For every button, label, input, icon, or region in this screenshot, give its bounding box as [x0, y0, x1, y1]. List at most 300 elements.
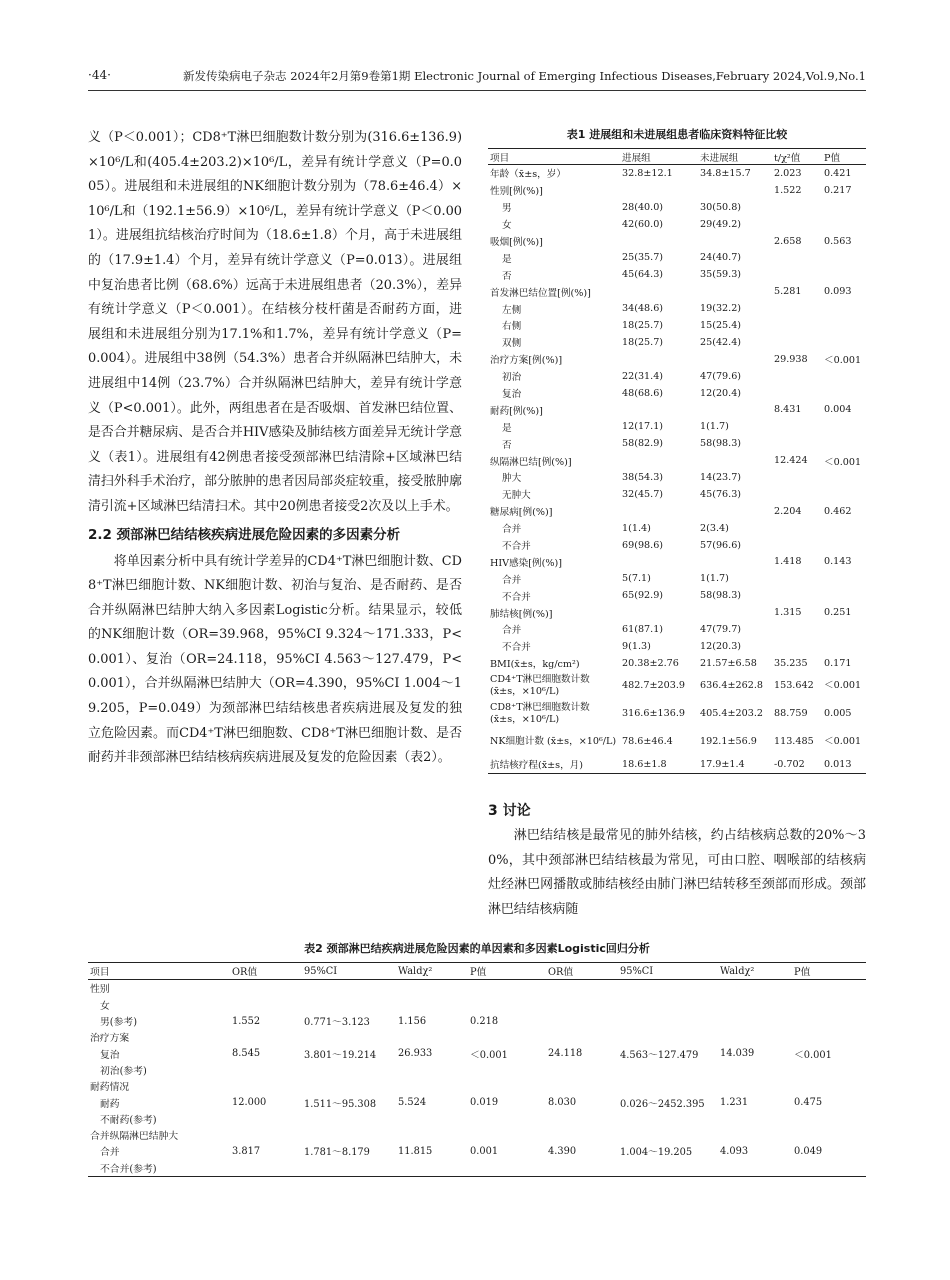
table1-cell-g2	[698, 233, 772, 250]
table1-cell-stat: 1.522	[774, 184, 802, 196]
table2-cell	[546, 1078, 618, 1094]
table2-cell	[618, 1111, 718, 1127]
table2-cell	[396, 1160, 468, 1177]
table2-cell	[468, 1111, 546, 1127]
table1-row	[488, 672, 866, 700]
table1-cell-p	[822, 300, 866, 317]
table1-cell-g1	[620, 503, 698, 520]
table2-cell	[468, 997, 546, 1013]
table2-cell	[792, 980, 866, 997]
table1-cell-g1: 1(1.4)	[622, 522, 651, 534]
table2-cell: 12.000	[232, 1097, 267, 1109]
table1-cell-stat: 35.235	[774, 657, 808, 669]
table1-cell-p	[822, 486, 866, 503]
table1-cell-stat	[772, 469, 822, 486]
table1-cell-stat: 88.759	[774, 707, 808, 719]
table2-cell	[718, 1013, 792, 1029]
table1-cell-g1: 12(17.1)	[622, 421, 664, 433]
table1-cell-g2: 35(59.3)	[700, 269, 742, 281]
table1-cell-g1: 18.6±1.8	[620, 756, 698, 773]
table2-header-cell: Waldχ²	[396, 963, 468, 980]
table1-cell-stat: 2.204	[774, 505, 802, 517]
table1-row	[488, 469, 866, 486]
table1-row	[488, 452, 866, 469]
table1-cell-label: 否	[502, 270, 512, 282]
table2-cell: 0.026～2452.395	[620, 1098, 705, 1110]
table2-cell	[230, 1127, 302, 1143]
table1-cell-stat	[772, 570, 822, 587]
table1-cell-p: 0.563	[824, 235, 852, 247]
table1-cell-g2: 19(32.2)	[700, 303, 742, 315]
table1-cell-g1: 69(98.6)	[622, 539, 664, 551]
table2-cell	[468, 1062, 546, 1078]
table2	[88, 962, 866, 1177]
table1-row	[488, 385, 866, 402]
table2-cell	[230, 997, 302, 1013]
table1-cell-g1	[620, 351, 698, 368]
table1-cell-label: 双侧	[502, 338, 522, 350]
table1-cell-stat: -0.702	[772, 756, 822, 773]
table1-cell-g2: 58(98.3)	[700, 438, 742, 450]
table1-cell-stat: 12.424	[774, 455, 808, 467]
table1-cell-g1: 18(25.7)	[622, 336, 664, 348]
table1-cell-g2: 45(76.3)	[700, 488, 742, 500]
table1-row	[488, 486, 866, 503]
table2-cell	[230, 1160, 302, 1177]
table1-cell-stat: 1.315	[774, 607, 802, 619]
table2-cell: ＜0.001	[794, 1049, 832, 1061]
table2-cell	[546, 1029, 618, 1045]
table1-cell-label: 耐药[例(%)]	[490, 405, 543, 417]
table2-cell: 8.030	[548, 1097, 577, 1109]
table2-cell	[302, 1160, 396, 1177]
table1-cell-g2: 24(40.7)	[700, 252, 742, 264]
table2-cell	[546, 1013, 618, 1029]
table1-row	[488, 351, 866, 368]
table2-cell	[792, 1111, 866, 1127]
table1-cell-stat	[772, 486, 822, 503]
table1-cell-g1	[620, 283, 698, 300]
table2-cell	[546, 997, 618, 1013]
table1-cell-label: 抗结核疗程(x̄±s，月)	[488, 756, 620, 773]
table1-cell-p: 0.005	[824, 707, 852, 719]
table1-header-row	[488, 149, 866, 165]
table1-cell-stat	[772, 418, 822, 435]
table1-cell-g1: 482.7±203.9	[622, 679, 685, 691]
table1-cell-label: 不合并	[502, 591, 531, 603]
table1-row	[488, 418, 866, 435]
table1-cell-g1	[620, 604, 698, 621]
table1-cell-p	[822, 385, 866, 402]
table2-cell: ＜0.001	[470, 1049, 508, 1061]
table1-row	[488, 165, 866, 182]
table2-row	[88, 1062, 866, 1078]
table2-cell: 4.390	[548, 1145, 577, 1157]
table2-cell	[792, 1127, 866, 1143]
multivariate-paragraph: 将单因素分析中具有统计学差异的CD4⁺T淋巴细胞计数、CD8⁺T淋巴细胞计数、NK细胞计数、初治与复治、是否耐药、是否合并纵隔淋巴结肿大纳入多因素Logistic分析。结果显示，较低的NK细胞计数（OR=39.968，95%CI 9.324～171.333，P<0.001）、复治（OR=24.118，95%CI 4.563～127.479，P<0.001），合并纵隔淋巴结肿大（OR=4.390，95%CI 1.004～19.205，P=0.049）为颈部淋巴结结核患者疾病进展及复发的独立危险因素。而CD4⁺T淋巴细胞数、CD8⁺T淋巴细胞计数、是否耐药并非颈部淋巴结结核病疾病进展及复发的危险因素（表2）。	[88, 553, 462, 766]
table1-cell-g1: 34(48.6)	[622, 303, 664, 315]
table1-row	[488, 283, 866, 300]
table1-cell-label: BMI(x̄±s，kg/cm²)	[490, 659, 580, 671]
table1-cell-label: 糖尿病[例(%)]	[490, 507, 553, 519]
table1-cell-g1: 28(40.0)	[622, 201, 664, 213]
table1-row	[488, 249, 866, 266]
table1-cell-p: ＜0.001	[824, 456, 862, 468]
journal-title: 新发传染病电子杂志 2024年2月第9卷第1期 Electronic Journal of Emerging Infectious Diseases,February 2024,Vol.9,No.1	[183, 69, 866, 83]
table1-cell-p: ＜0.001	[824, 735, 862, 747]
table1-cell-p	[822, 249, 866, 266]
table2-cell	[302, 1127, 396, 1143]
table1-header-cell: 进展组	[620, 149, 698, 165]
table1-header-cell: P值	[822, 149, 866, 165]
table2-cell: 0.218	[470, 1015, 499, 1027]
table2-cell: 1.231	[720, 1097, 749, 1109]
table2-cell	[618, 980, 718, 997]
table2-header-cell: 95%CI	[302, 963, 396, 980]
table1-row	[488, 317, 866, 334]
table2-cell	[792, 1160, 866, 1177]
table2-cell: 3.801～19.214	[304, 1049, 377, 1061]
table2-row	[88, 1013, 866, 1029]
table2-header-cell: P值	[468, 963, 546, 980]
table2-cell	[618, 1127, 718, 1143]
table1-cell-g1	[620, 233, 698, 250]
table1-cell-g2: 636.4±262.8	[700, 679, 763, 691]
table1-cell-p	[822, 418, 866, 435]
table2-cell: 4.563～127.479	[620, 1049, 699, 1061]
table1-cell-g2: 57(96.6)	[700, 539, 742, 551]
table1-cell-stat: 2.023	[774, 167, 802, 179]
table1-row	[488, 728, 866, 756]
table1-cell-g2: 47(79.7)	[700, 623, 742, 635]
table2-cell: 1.552	[232, 1015, 261, 1027]
table2-cell-label: 女	[100, 1000, 110, 1012]
table1-cell-p	[822, 317, 866, 334]
table1-row	[488, 621, 866, 638]
table2-cell-label: 耐药	[100, 1098, 120, 1110]
table1-cell-g1	[620, 182, 698, 199]
table1-cell-g1	[620, 452, 698, 469]
table2-cell: 0.475	[794, 1097, 823, 1109]
table1-cell-p	[822, 638, 866, 655]
table1-cell-g2	[698, 351, 772, 368]
table1-cell-p: 0.421	[824, 167, 852, 179]
table2-header-cell: 项目	[88, 963, 230, 980]
table1-row	[488, 587, 866, 604]
table2-cell	[396, 1127, 468, 1143]
table1-cell-g2: 12(20.3)	[700, 640, 742, 652]
table2-cell-label: 治疗方案	[90, 1033, 130, 1045]
table2-cell	[618, 997, 718, 1013]
table2-cell-label: 不合并(参考)	[88, 1160, 230, 1177]
table1-cell-g2: 34.8±15.7	[700, 167, 751, 179]
table1-cell-stat	[772, 300, 822, 317]
table1-cell-stat: 1.418	[774, 556, 802, 568]
table1-cell-p: 0.217	[824, 184, 852, 196]
table2-cell: 0.771～3.123	[304, 1017, 370, 1029]
table1-cell-stat	[772, 385, 822, 402]
table1-row	[488, 435, 866, 452]
table1-row	[488, 537, 866, 554]
table1-cell-label: 肿大	[502, 473, 522, 485]
table1-cell-label: CD4⁺T淋巴细胞数计数 (x̄±s，×10⁶/L)	[490, 673, 590, 697]
table2-cell	[468, 1127, 546, 1143]
table1-cell-label: 吸烟[例(%)]	[490, 237, 543, 248]
table2-row	[88, 1143, 866, 1159]
table1-cell-label: 女	[502, 220, 512, 232]
table1-cell-g1: 61(87.1)	[622, 623, 664, 635]
table1-cell-g2	[698, 452, 772, 469]
table2-cell-label: 合并纵隔淋巴结肿大	[90, 1131, 179, 1143]
table1-cell-p	[822, 334, 866, 351]
table1-cell-stat	[772, 537, 822, 554]
table1-cell-p	[822, 587, 866, 604]
table1-cell-label: 合并	[502, 625, 522, 637]
table1-cell-p	[822, 435, 866, 452]
table2-cell: 8.545	[232, 1048, 261, 1060]
table1-cell-g2: 47(79.6)	[700, 370, 742, 382]
table2-cell-label: 复治	[100, 1049, 120, 1061]
table1-cell-g1: 20.38±2.76	[622, 657, 679, 669]
table1-cell-p	[822, 266, 866, 283]
table1-cell-p	[822, 520, 866, 537]
table2-cell	[302, 1111, 396, 1127]
table1-cell-p	[822, 469, 866, 486]
table1-row	[488, 756, 866, 773]
table1-cell-g1: 5(7.1)	[622, 573, 651, 585]
table1-cell-label: CD8⁺T淋巴细胞数计数 (x̄±s，×10⁶/L)	[490, 701, 590, 725]
results-paragraph: 义（P＜0.001）；CD8⁺T淋巴细胞数计数分别为(316.6±136.9)×10⁶/L和(405.4±203.2)×10⁶/L，差异有统计学意义（P=0.005）。进展组和未进展组的NK细胞计数分别为（78.6±46.4）×10⁶/L和（192.1±56.9）×10⁶/L，差异有统计学意义（P＜0.001）。进展组抗结核治疗时间为（18.6±1.8）个月，高于未进展组的（17.9±1.4）个月，差异有统计学意义（P=0.013）。进展组中复治患者比例（68.6%）远高于未进展组患者（20.3%），差异有统计学意义（P＜0.001）。在结核分枝杆菌是否耐药方面，进展组和未进展组分别为17.1%和1.7%，差异有统计学意义（P=0.004）。进展组中38例（54.3%）患者合并纵隔淋巴结肿大，未进展组中14例（23.7%）合并纵隔淋巴结肿大，差异有统计学意义（P<0.001）。此外，两组患者在是否吸烟、首发淋巴结位置、是否合并糖尿病、是否合并HIV感染及肺结核方面差异无统计学意义（表1）。进展组有42例患者接受颈部淋巴结清除+区域淋巴结清扫外科手术治疗，部分脓肿的患者因局部炎症较重，接受脓肿廓清引流+区域淋巴结清扫术。其中20例患者接受2次及以上手术。	[88, 130, 462, 514]
page-number: ·44·	[88, 68, 111, 82]
table1-cell-stat: 8.431	[774, 404, 802, 416]
table2-cell	[396, 980, 468, 997]
table1-cell-stat	[772, 368, 822, 385]
table1-row	[488, 334, 866, 351]
table2-cell	[718, 980, 792, 997]
table2-cell	[546, 980, 618, 997]
table1-cell-stat: 5.281	[774, 286, 802, 298]
table2-row	[88, 1094, 866, 1110]
table2-cell	[618, 1062, 718, 1078]
table1-cell-g2: 405.4±203.2	[700, 707, 763, 719]
table1-row	[488, 266, 866, 283]
table1-cell-g2: 21.57±6.58	[700, 657, 757, 669]
discussion-section	[488, 800, 866, 922]
table1-cell-label: 治疗方案[例(%)]	[490, 355, 563, 367]
table1-cell-g2: 1(1.7)	[700, 573, 729, 585]
table1-cell-g1: 58(82.9)	[622, 438, 664, 450]
table1-cell-g1: 65(92.9)	[622, 590, 664, 602]
table1-cell-p: ＜0.001	[824, 355, 862, 367]
table1-cell-p	[822, 216, 866, 233]
table1-cell-label: 初治	[502, 372, 522, 384]
table1-cell-p	[822, 537, 866, 554]
table1-caption: 表1 进展组和未进展组患者临床资料特征比较	[566, 128, 788, 141]
table1-row	[488, 700, 866, 728]
table1-cell-label: 是	[502, 422, 512, 434]
table2-cell	[718, 1029, 792, 1045]
table1-cell-p: 0.143	[824, 556, 852, 568]
table1-cell-g2: 192.1±56.9	[700, 735, 757, 747]
table1-cell-g2: 17.9±1.4	[698, 756, 772, 773]
table2-cell	[792, 1078, 866, 1094]
table1-row	[488, 216, 866, 233]
table2-cell	[546, 1127, 618, 1143]
table1-row	[488, 604, 866, 621]
table2-header-cell: Waldχ²	[718, 963, 792, 980]
table1-cell-stat: 29.938	[774, 353, 808, 365]
table2-cell: 1.781～8.179	[304, 1147, 370, 1159]
table1-cell-g2: 15(25.4)	[700, 319, 742, 331]
table1-row	[488, 553, 866, 570]
table2-cell	[302, 1029, 396, 1045]
table1	[488, 148, 866, 774]
table1-cell-label: 男	[502, 203, 512, 215]
table2-row	[88, 1045, 866, 1061]
table1-cell-label: 肺结核[例(%)]	[490, 608, 553, 620]
table2-cell	[618, 1078, 718, 1094]
table1-cell-g2: 29(49.2)	[700, 218, 742, 230]
table1-cell-stat: 153.642	[774, 679, 814, 691]
table2-cell	[230, 1111, 302, 1127]
table2-cell	[230, 980, 302, 997]
table1-cell-p: 0.251	[824, 607, 852, 619]
table1-cell-g1: 18(25.7)	[622, 319, 664, 331]
table1-cell-stat: 2.658	[774, 235, 802, 247]
table2-cell-label: 男(参考)	[100, 1017, 138, 1029]
table1-cell-g1: 42(60.0)	[622, 218, 664, 230]
table1-cell-g1: 316.6±136.9	[622, 707, 685, 719]
table1-row	[488, 570, 866, 587]
table2-cell	[302, 1078, 396, 1094]
table1-row	[488, 638, 866, 655]
table2-cell	[618, 1029, 718, 1045]
table2-cell	[468, 1160, 546, 1177]
table2-cell: 0.049	[794, 1145, 823, 1157]
table2-cell	[792, 1062, 866, 1078]
table1-row	[488, 199, 866, 216]
table2-header-cell: OR值	[230, 963, 302, 980]
discussion-paragraph: 淋巴结结核是最常见的肺外结核，约占结核病总数的20%～30%，其中颈部淋巴结结核最为常见，可由口腔、咽喉部的结核病灶经淋巴网播散或肺结核经由肺门淋巴结转移至颈部而形成。颈部淋巴结结核病随	[488, 828, 866, 917]
table1-row	[488, 503, 866, 520]
table2-cell	[546, 1160, 618, 1177]
table1-cell-g2: 30(50.8)	[700, 201, 742, 213]
table1-cell-label: 纵隔淋巴结[例(%)]	[490, 456, 572, 468]
table2-cell	[230, 1029, 302, 1045]
table1-row	[488, 655, 866, 672]
table2-cell: 1.511～95.308	[304, 1098, 377, 1110]
table1-cell-g1: 48(68.6)	[622, 387, 664, 399]
table2-header-cell: P值	[792, 963, 866, 980]
table2-cell-label: 初治(参考)	[100, 1065, 147, 1077]
table2-cell	[792, 1029, 866, 1045]
discussion-title: 3 讨论	[488, 803, 531, 819]
table2-cell-label: 性别	[90, 984, 110, 996]
running-header	[88, 66, 866, 91]
table1-row	[488, 368, 866, 385]
table2-row	[88, 1111, 866, 1127]
table2-cell: 1.004～19.205	[620, 1147, 693, 1159]
table1-cell-g2: 1(1.7)	[700, 421, 729, 433]
table1-cell-g1	[620, 401, 698, 418]
table2-cell	[302, 997, 396, 1013]
table1-cell-label: 不合并	[502, 642, 531, 654]
table2-cell	[718, 1127, 792, 1143]
table2-row	[88, 980, 866, 997]
table2-cell: 11.815	[398, 1145, 433, 1157]
table2-cell	[718, 997, 792, 1013]
table1-row	[488, 401, 866, 418]
table2-cell	[396, 997, 468, 1013]
table1-cell-stat	[772, 638, 822, 655]
table1-cell-g1: 32(45.7)	[622, 488, 664, 500]
table2-cell: 24.118	[548, 1048, 583, 1060]
table1-cell-label: 合并	[502, 524, 522, 536]
table1-header-cell: 未进展组	[698, 149, 772, 165]
table1-cell-label: 首发淋巴结位置[例(%)]	[490, 287, 591, 299]
table2-cell	[718, 1078, 792, 1094]
table2-cell: 14.039	[720, 1048, 755, 1060]
table2-row	[88, 1160, 866, 1177]
table2-cell	[718, 1111, 792, 1127]
table1-cell-g2: 12(20.4)	[700, 387, 742, 399]
table1-header-cell: t/χ²值	[772, 149, 822, 165]
section-2-2-title: 2.2 颈部淋巴结结核疾病进展危险因素的多因素分析	[88, 526, 401, 543]
table1-cell-label: 复治	[502, 389, 522, 401]
table2-cell	[302, 980, 396, 997]
table1-cell-p: 0.004	[824, 404, 852, 416]
table1-cell-label: 左侧	[502, 304, 522, 316]
table1-cell-p	[822, 621, 866, 638]
left-column	[88, 126, 462, 771]
table1-row	[488, 233, 866, 250]
table1-cell-g1: 38(54.3)	[622, 471, 664, 483]
table2-cell	[618, 1013, 718, 1029]
table1-cell-stat	[772, 621, 822, 638]
table1-row	[488, 300, 866, 317]
table1-cell-label: 否	[502, 439, 512, 451]
table1-cell-p: 0.171	[824, 657, 852, 669]
table1-row	[488, 520, 866, 537]
table2-cell	[546, 1062, 618, 1078]
table1-cell-p	[822, 570, 866, 587]
table2-header-cell: OR值	[546, 963, 618, 980]
table1-cell-g1: 78.6±46.4	[622, 735, 673, 747]
table1-cell-label: NK细胞计数 (x̄±s，×10⁶/L)	[490, 735, 617, 747]
table1-cell-stat	[772, 216, 822, 233]
table2-cell-label: 合并	[100, 1147, 120, 1159]
table2-cell: 4.093	[720, 1145, 749, 1157]
table1-cell-stat	[772, 317, 822, 334]
table1-cell-stat	[772, 435, 822, 452]
table2-cell	[230, 1078, 302, 1094]
table2-cell-label: 耐药情况	[90, 1082, 130, 1094]
table1-cell-g1: 32.8±12.1	[622, 167, 673, 179]
table2-cell	[792, 997, 866, 1013]
table1-cell-g2	[698, 182, 772, 199]
table1-cell-p: 0.462	[824, 505, 852, 517]
table2-cell	[468, 1029, 546, 1045]
table2-cell: 0.001	[470, 1145, 499, 1157]
table1-cell-g2: 25(42.4)	[700, 336, 742, 348]
table1-cell-g2: 14(23.7)	[700, 471, 742, 483]
table1-cell-g1: 9(1.3)	[622, 640, 651, 652]
table2-cell	[618, 1160, 718, 1177]
table2-cell: 26.933	[398, 1048, 433, 1060]
table2-cell	[396, 1029, 468, 1045]
table1-cell-p: ＜0.001	[824, 679, 862, 691]
table1-cell-label: 无肿大	[502, 490, 531, 502]
